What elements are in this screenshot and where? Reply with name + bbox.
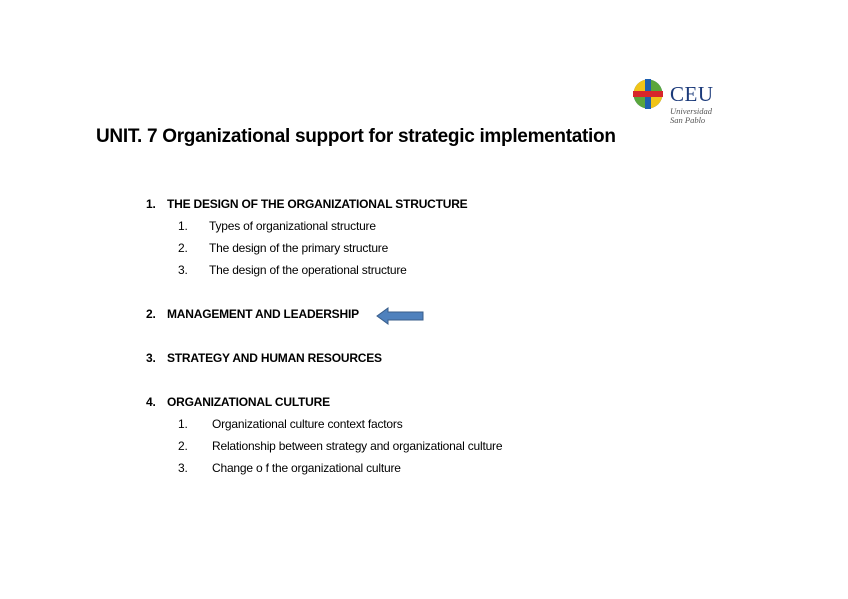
- section-item-4: [146, 395, 330, 409]
- subsection-item: [178, 417, 403, 431]
- page-title: UNIT. 7 Organizational support for strategic implementation: [96, 126, 616, 147]
- ceu-emblem-icon: [633, 79, 663, 109]
- section-label: ORGANIZATIONAL CULTURE: [167, 395, 330, 409]
- left-arrow-icon: [376, 307, 425, 325]
- subsection-label: The design of the operational structure: [209, 263, 407, 277]
- subsection-number: 1.: [178, 417, 188, 431]
- logo-subtitle-line-1: Universidad: [670, 106, 713, 116]
- logo-subtitle-line-2: San Pablo: [670, 115, 706, 125]
- section-item-3: [146, 351, 382, 365]
- section-number: 3.: [146, 351, 156, 365]
- subsection-item: [178, 219, 376, 233]
- logo-name: CEU: [670, 82, 714, 106]
- subsection-label: Organizational culture context factors: [212, 417, 403, 431]
- subsection-number: 3.: [178, 461, 188, 475]
- section-label: MANAGEMENT AND LEADERSHIP: [167, 307, 359, 321]
- subsection-label: Types of organizational structure: [209, 219, 376, 233]
- section-item-1: [146, 197, 468, 211]
- subsection-number: 3.: [178, 263, 188, 277]
- logo-subtitle: [670, 107, 712, 125]
- section-number: 4.: [146, 395, 156, 409]
- section-number: 1.: [146, 197, 156, 211]
- subsection-number: 2.: [178, 241, 188, 255]
- subsection-label: The design of the primary structure: [209, 241, 389, 255]
- subsection-label: Relationship between strategy and organizational culture: [212, 439, 503, 453]
- subsection-item: [178, 461, 401, 475]
- section-label: STRATEGY AND HUMAN RESOURCES: [167, 351, 382, 365]
- subsection-item: [178, 439, 502, 453]
- ceu-logo: [633, 79, 733, 127]
- subsection-item: [178, 241, 388, 255]
- subsection-number: 2.: [178, 439, 188, 453]
- subsection-item: [178, 263, 407, 277]
- section-item-2: [146, 307, 359, 321]
- subsection-label: Change o f the organizational culture: [212, 461, 401, 475]
- section-number: 2.: [146, 307, 156, 321]
- subsection-number: 1.: [178, 219, 188, 233]
- section-label: THE DESIGN OF THE ORGANIZATIONAL STRUCTURE: [167, 197, 468, 211]
